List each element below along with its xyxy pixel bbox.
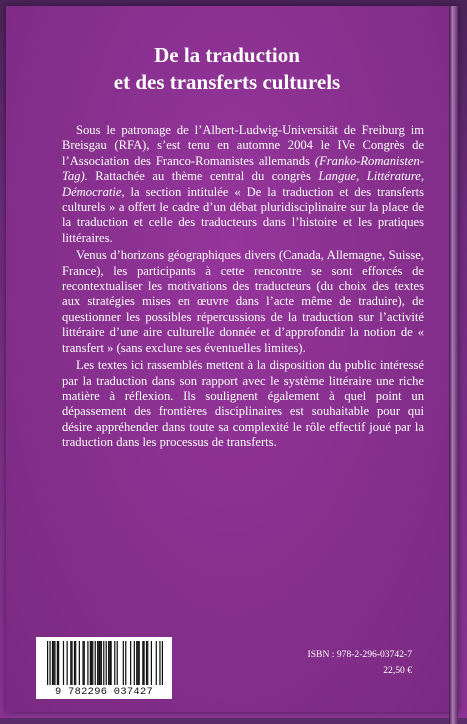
barcode-bar [100, 641, 101, 685]
barcode-bar [114, 641, 115, 685]
barcode-bar [162, 641, 163, 685]
barcode-bar [57, 641, 58, 685]
blurb-paragraph [62, 123, 424, 246]
barcode-bar [58, 641, 59, 685]
barcode-bar [110, 641, 111, 685]
barcode-bar [109, 641, 110, 685]
barcode-bar [156, 641, 157, 685]
blurb-text-run: Rattachée au thème central du congrès [87, 169, 319, 184]
barcode-bar [125, 641, 126, 685]
barcode-digits: 9 782296 037427 [54, 686, 154, 698]
barcode-bar [75, 641, 76, 685]
barcode-bar [147, 641, 148, 685]
blurb-text-run: Les textes ici rassemblés mettent à la disposition du public intéressé par la traduction dans son rapport avec le système littéraire une riche matière à réflexion. Ils soulignent également à quel point un dépassement des frontières disciplinaires est souhaitable pour qui désire appréhender dans toute sa complexité le rôle effectif joué par la traduction dans les processus de transferts. [62, 358, 424, 450]
isbn-block [308, 647, 412, 679]
isbn-number: ISBN : 978-2-296-03742-7 [307, 649, 412, 660]
barcode-bar [143, 641, 144, 685]
barcode-bar [53, 641, 54, 685]
barcode-bar [101, 641, 102, 685]
barcode-bar [136, 641, 137, 685]
barcode-bar [123, 641, 124, 685]
barcode-bar [92, 641, 93, 685]
barcode-bar [71, 641, 72, 685]
barcode-bar [91, 641, 92, 685]
barcode-bar [87, 641, 88, 685]
blurb-text-run: , la section intitulée « De la traduction et des transferts culturels » a offert le cadre d’un débat pluridisciplinaire sur la place de la traduction et celle des traducteurs dans l’histoire et les pratiques littéraires. [62, 184, 424, 245]
barcode-bar [74, 641, 75, 685]
barcode-bar [134, 641, 135, 685]
cover-edge [449, 6, 458, 724]
barcode-bar [97, 641, 98, 685]
blurb-text-run: Sous le patronage de l’Albert-Ludwig-Universität de Freiburg im Breisgau (RFA), s’est tenu en automne 2004 le IVe Congrès de l’Association des Franco-Romanistes allemands [62, 123, 424, 168]
barcode-bar [90, 641, 91, 685]
barcode-bar [95, 641, 96, 685]
barcode-bar [63, 641, 64, 685]
blurb-italic-text: Langue, Littérature, Démocratie [62, 169, 424, 199]
barcode-bar [47, 641, 48, 685]
blurb-italic-text: (Franko-Romanisten-Tag). [62, 153, 424, 184]
barcode-bar [117, 641, 118, 685]
barcode-bar [108, 641, 109, 685]
barcode-bar [103, 641, 104, 685]
barcode-bar [142, 641, 143, 685]
barcode-bar [54, 641, 55, 685]
title-line-1: De la traduction [154, 43, 300, 67]
barcode-bar [67, 641, 68, 685]
barcode-bar [79, 641, 80, 685]
barcode-bar [98, 641, 99, 685]
book-title [6, 42, 448, 96]
barcode-bar [49, 641, 50, 685]
barcode-bar [82, 641, 83, 685]
blurb-text [62, 123, 424, 453]
blurb-paragraph [62, 358, 424, 450]
title-line-2: et des transferts culturels [113, 70, 341, 94]
blurb-paragraph [62, 248, 424, 356]
price: 22,50 € [383, 665, 412, 676]
barcode-bar [137, 641, 138, 685]
barcode-bar [70, 641, 71, 685]
blurb-text-run: Venus d’horizons géographiques divers (Canada, Allemagne, Suisse, France), les participants à cette rencontre se sont efforcés de recontextualiser les motivations des traducteurs (du choix des textes aux stratégies mises en œuvre dans l’acte même de traduire), de questionner les possibles répercussions de la traduction sur l’activité littéraire d’une aire culturelle donnée et d’approfondir la notion de « transfert » (sans exclure ses éventuelles limites). [62, 248, 424, 355]
barcode-bar [159, 641, 160, 685]
barcode [36, 637, 172, 699]
barcode-bar [130, 641, 131, 685]
barcode-bar [106, 641, 107, 685]
book-back-cover [6, 6, 458, 712]
barcode-bar [139, 641, 140, 685]
barcode-bar [52, 641, 53, 685]
barcode-bar [151, 641, 152, 685]
barcode-bars [47, 641, 163, 685]
barcode-bar [146, 641, 147, 685]
barcode-bar [84, 641, 85, 685]
